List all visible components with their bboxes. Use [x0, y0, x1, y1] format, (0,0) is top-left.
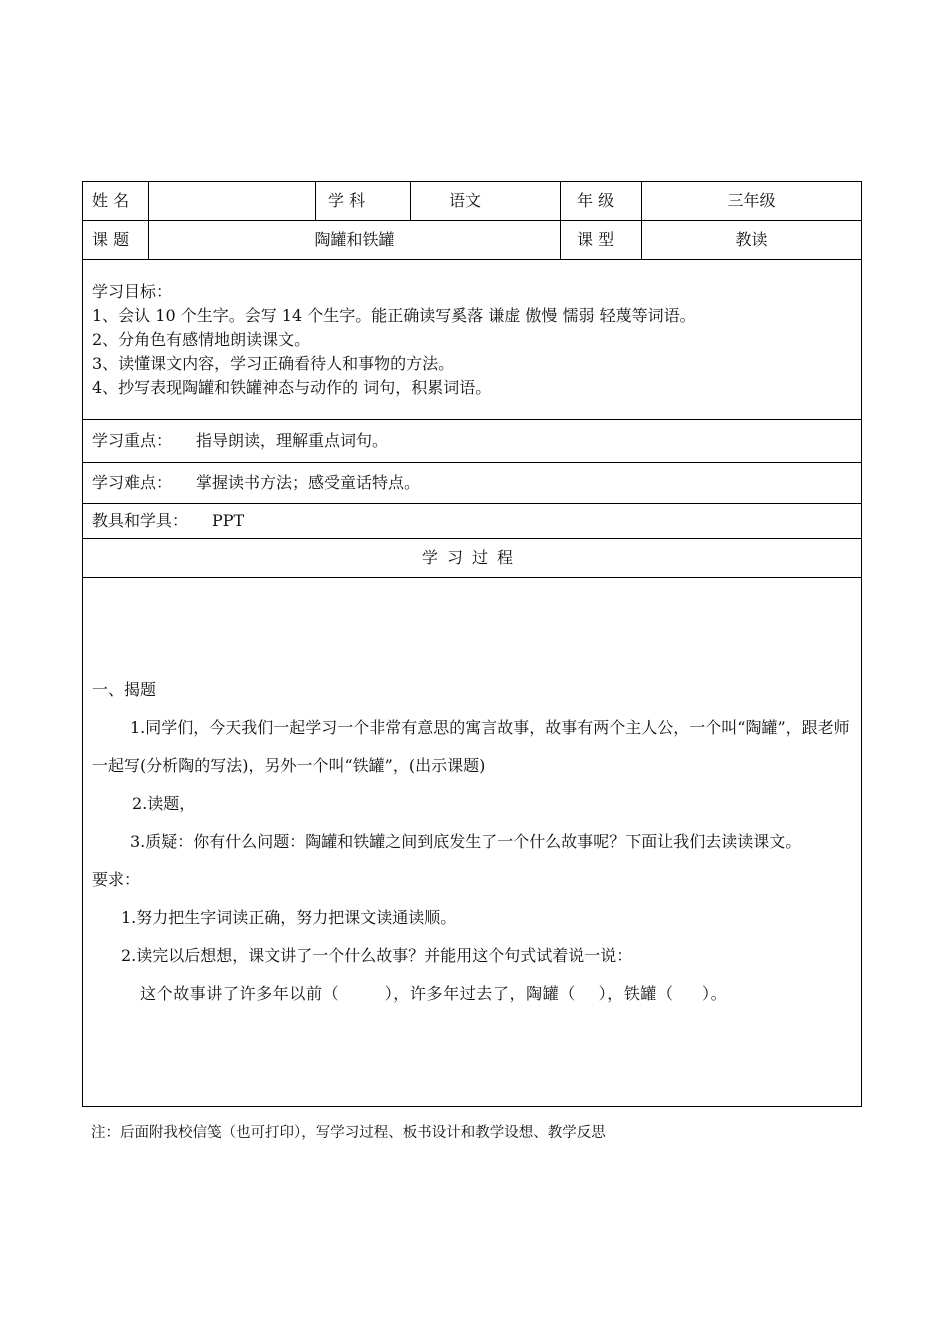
- lesson-plan-form: [82, 181, 861, 1107]
- difficulty-row: [83, 463, 862, 504]
- requirement-item: 1.努力把生字词读正确，努力把课文读通读顺。: [121, 908, 457, 927]
- process-paragraph: 1.同学们，今天我们一起学习一个非常有意思的寓言故事，故事有两个主人公，一个叫“陶罐”，跟老师一起写(分析陶的写法)，另外一个叫“铁罐”，(出示课题): [92, 718, 850, 775]
- process-cell: [83, 578, 862, 1107]
- lesson-plan-table: [82, 181, 862, 1107]
- goals-row: [83, 260, 862, 420]
- process-row: [83, 578, 862, 1107]
- grade-label: 年 级: [561, 182, 642, 221]
- type-label: 课 型: [561, 221, 642, 260]
- subject-label: 学 科: [316, 182, 411, 221]
- goals-title: 学习目标：: [92, 281, 173, 301]
- section-title: 一、揭题: [92, 680, 157, 699]
- topic-row: [83, 221, 862, 260]
- goals-cell: [83, 260, 862, 420]
- name-label: 姓 名: [83, 182, 149, 221]
- name-value: [149, 182, 316, 221]
- subject-value: 语文: [411, 182, 561, 221]
- key-point-row: [83, 420, 862, 463]
- info-row: [83, 182, 862, 221]
- goal-item: 4、抄写表现陶罐和铁罐神态与动作的 词句，积累词语。: [92, 377, 492, 397]
- process-paragraph: 2.读题，: [132, 794, 196, 813]
- topic-value: 陶罐和铁罐: [149, 221, 561, 260]
- process-heading: 学习过程: [83, 539, 862, 578]
- footnote: 注：后面附我校信笺（也可打印），写学习过程、板书设计和教学设想、教学反思: [91, 1125, 606, 1141]
- key-point-value: 指导朗读，理解重点词句。: [196, 431, 389, 450]
- goal-item: 3、读懂课文内容，学习正确看待人和事物的方法。: [92, 353, 455, 373]
- process-heading-row: [83, 539, 862, 578]
- requirement-item: 2.读完以后想想，课文讲了一个什么故事？并能用这个句式试着说一说：: [121, 946, 633, 965]
- sentence-template: 这个故事讲了许多年以前（ ），许多年过去了，陶罐（ ），铁罐（ ）。: [140, 984, 728, 1003]
- key-point-label: 学习重点：: [92, 431, 173, 450]
- type-value: 教读: [642, 221, 862, 260]
- goal-item: 2、分角色有感情地朗读课文。: [92, 329, 311, 349]
- difficulty-value: 掌握读书方法；感受童话特点。: [196, 473, 421, 492]
- difficulty-label: 学习难点：: [92, 473, 173, 492]
- goal-item: 1、会认 10 个生字。会写 14 个生字。能正确读写奚落 谦虚 傲慢 懦弱 轻蔑等词语。: [92, 305, 696, 325]
- tools-value: PPT: [212, 511, 245, 530]
- process-paragraph: 3.质疑：你有什么问题：陶罐和铁罐之间到底发生了一个什么故事呢？下面让我们去读读课文。: [130, 832, 802, 851]
- requirements-title: 要求：: [92, 870, 141, 889]
- tools-row: [83, 504, 862, 539]
- tools-label: 教具和学具：: [92, 511, 189, 530]
- topic-label: 课 题: [83, 221, 149, 260]
- grade-value: 三年级: [642, 182, 862, 221]
